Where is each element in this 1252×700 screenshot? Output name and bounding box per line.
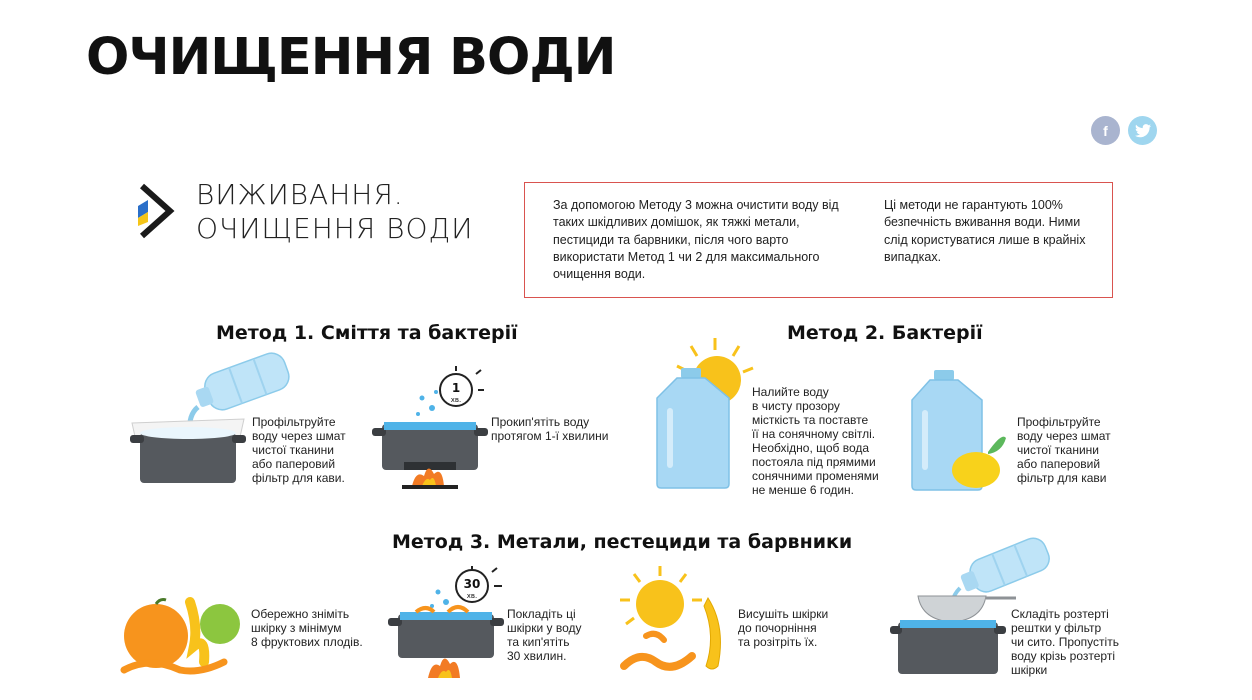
notice-right-text: Ці методи не гарантують 100% безпечність вживання води. Ними слід користуватися лише в крайніх випадках. [884, 198, 1086, 264]
method1-timer-value: 1 [451, 381, 461, 395]
notice-left-text: За допомогою Методу 3 можна очистити воду від таких шкідливих домішок, як тяжкі метали, пестициди та барвники, після чого варто використати Метод 1 чи 2 для максимального очищення води. [553, 198, 839, 282]
method2-step2-caption: Профільтруйте воду через шмат чистої тканини або паперовий фільтр для кави [1017, 415, 1111, 485]
boiling-peels-pot-illustration [386, 566, 506, 680]
brand-line-1: ВИЖИВАННЯ. [196, 178, 404, 211]
method2-step1-caption: Налийте воду в чисту прозору місткість та поставте її на сонячному світлі. Необхідно, щоб вода постояла під прямими сонячними променями не менше 6 годин. [752, 385, 879, 497]
method3-step2-caption: Покладіть ці шкірки у воду та кип'ятіть 30 хвилин. [507, 607, 582, 663]
page-title: ОЧИЩЕННЯ ВОДИ [86, 28, 616, 87]
method2-title: Метод 2. Бактерії [787, 322, 983, 344]
method1-step1-caption: Профільтруйте воду через шмат чистої тканини або паперовий фільтр для кави. [252, 415, 346, 485]
method1-title: Метод 1. Сміття та бактерії [216, 322, 518, 344]
facebook-icon: f [1103, 122, 1108, 139]
notice-box [524, 182, 1113, 298]
bottle-in-sun-illustration [655, 338, 755, 490]
twitter-share-button[interactable] [1128, 116, 1157, 145]
bottle-with-lemon-illustration [910, 368, 1010, 492]
method3-timer-value: 30 [463, 577, 481, 591]
method3-step1-caption: Обережно зніміть шкірку з мінімум 8 фруктових плодів. [251, 607, 363, 649]
method3-title: Метод 3. Метали, пестециди та барвники [392, 531, 853, 553]
method1-step2-caption: Прокип'ятіть воду протягом 1-ї хвилини [491, 415, 609, 443]
method1-timer-unit: хв. [450, 396, 462, 404]
boiling-pot-illustration [372, 362, 492, 490]
brand-title [196, 178, 473, 246]
brand-line-2: ОЧИЩЕННЯ ВОДИ [196, 212, 474, 245]
method3-step4-caption: Складіть розтерті рештки у фільтр чи сито. Пропустіть воду крізь розтерті шкірки [1011, 607, 1119, 677]
twitter-icon [1135, 124, 1151, 138]
method3-timer-unit: хв. [466, 592, 478, 600]
fruit-peels-illustration [120, 596, 245, 676]
facebook-share-button[interactable] [1091, 116, 1120, 145]
drying-peels-in-sun-illustration [616, 566, 740, 678]
brand-logo [134, 182, 178, 240]
method3-step3-caption: Висушіть шкірки до почорніння та розітріть їх. [738, 607, 829, 649]
